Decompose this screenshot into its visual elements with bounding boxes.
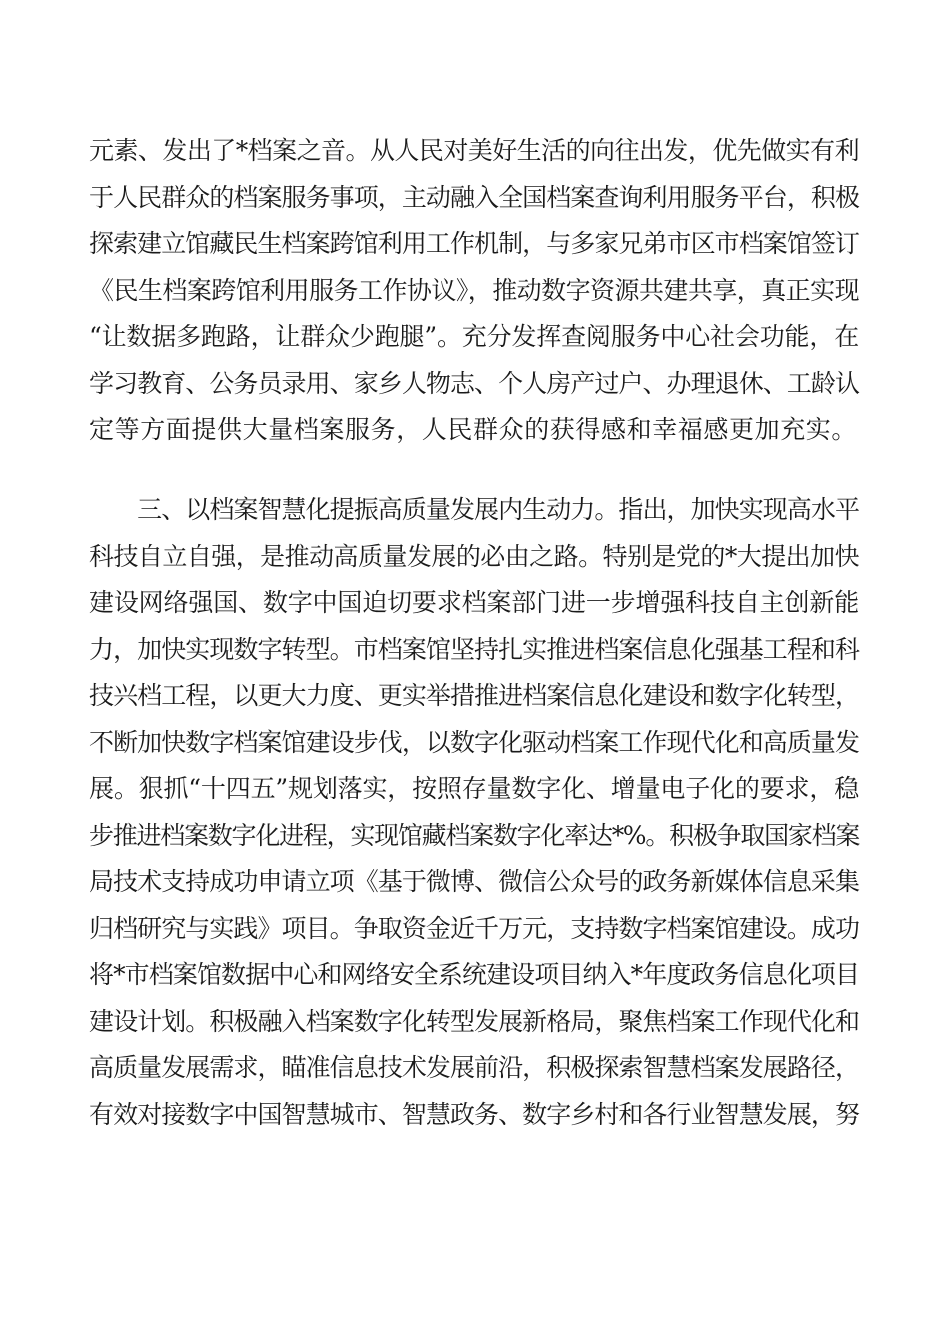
paragraph-2-line: 有效对接数字中国智慧城市、智慧政务、数字乡村和各行业智慧发展，努 bbox=[89, 1099, 859, 1129]
paragraph-2-line: 建设计划。积极融入档案数字化转型发展新格局，聚焦档案工作现代化和 bbox=[89, 1006, 859, 1036]
paragraph-2-line: 将*市档案馆数据中心和网络安全系统建设项目纳入*年度政务信息化项目 bbox=[89, 960, 859, 989]
paragraph-2-line: 科技自立自强，是推动高质量发展的必由之路。特别是党的*大提出加快 bbox=[89, 541, 859, 571]
paragraph-2-line: 力，加快实现数字转型。市档案馆坚持扎实推进档案信息化强基工程和科 bbox=[89, 634, 859, 664]
paragraph-2-line: 技兴档工程，以更大力度、更实举措推进档案信息化建设和数字化转型， bbox=[89, 681, 859, 710]
paragraph-2-line: 三、以档案智慧化提振高质量发展内生动力。指出，加快实现高水平 bbox=[89, 495, 859, 524]
paragraph-2-line: 局技术支持成功申请立项《基于微博、微信公众号的政务新媒体信息采集 bbox=[89, 867, 859, 896]
paragraph-2 bbox=[89, 487, 859, 1138]
paragraph-1-line: 定等方面提供大量档案服务，人民群众的获得感和幸福感更加充实。 bbox=[89, 415, 858, 444]
paragraph-1-line: 于人民群众的档案服务事项，主动融入全国档案查询利用服务平台，积极 bbox=[89, 182, 859, 212]
paragraph-2-line: 归档研究与实践》项目。争取资金近千万元，支持数字档案馆建设。成功 bbox=[89, 913, 859, 943]
paragraph-2-line: 展。狠抓“十四五”规划落实，按照存量数字化、增量电子化的要求，稳 bbox=[89, 774, 859, 803]
paragraph-2-line: 建设网络强国、数字中国迫切要求档案部门进一步增强科技自主创新能 bbox=[89, 588, 859, 617]
paragraph-1-line: 元素、发出了*档案之音。从人民对美好生活的向往出发，优先做实有利 bbox=[89, 136, 859, 165]
paragraph-2-line: 不断加快数字档案馆建设步伐，以数字化驱动档案工作现代化和高质量发 bbox=[89, 727, 859, 757]
paragraph-1-line: 学习教育、公务员录用、家乡人物志、个人房产过户、办理退休、工龄认 bbox=[89, 368, 859, 398]
paragraph-2-line: 步推进档案数字化进程，实现馆藏档案数字化率达*%。积极争取国家档案 bbox=[89, 820, 859, 850]
paragraph-1-line: 探索建立馆藏民生档案跨馆利用工作机制，与多家兄弟市区市档案馆签订 bbox=[89, 229, 859, 258]
paragraph-1-line: “让数据多跑路，让群众少跑腿”。充分发挥查阅服务中心社会功能，在 bbox=[89, 322, 859, 351]
paragraph-2-line: 高质量发展需求，瞄准信息技术发展前沿，积极探索智慧档案发展路径， bbox=[89, 1053, 859, 1082]
paragraph-1-line: 《民生档案跨馆利用服务工作协议》，推动数字资源共建共享，真正实现 bbox=[89, 275, 859, 305]
paragraph-1 bbox=[89, 128, 859, 454]
